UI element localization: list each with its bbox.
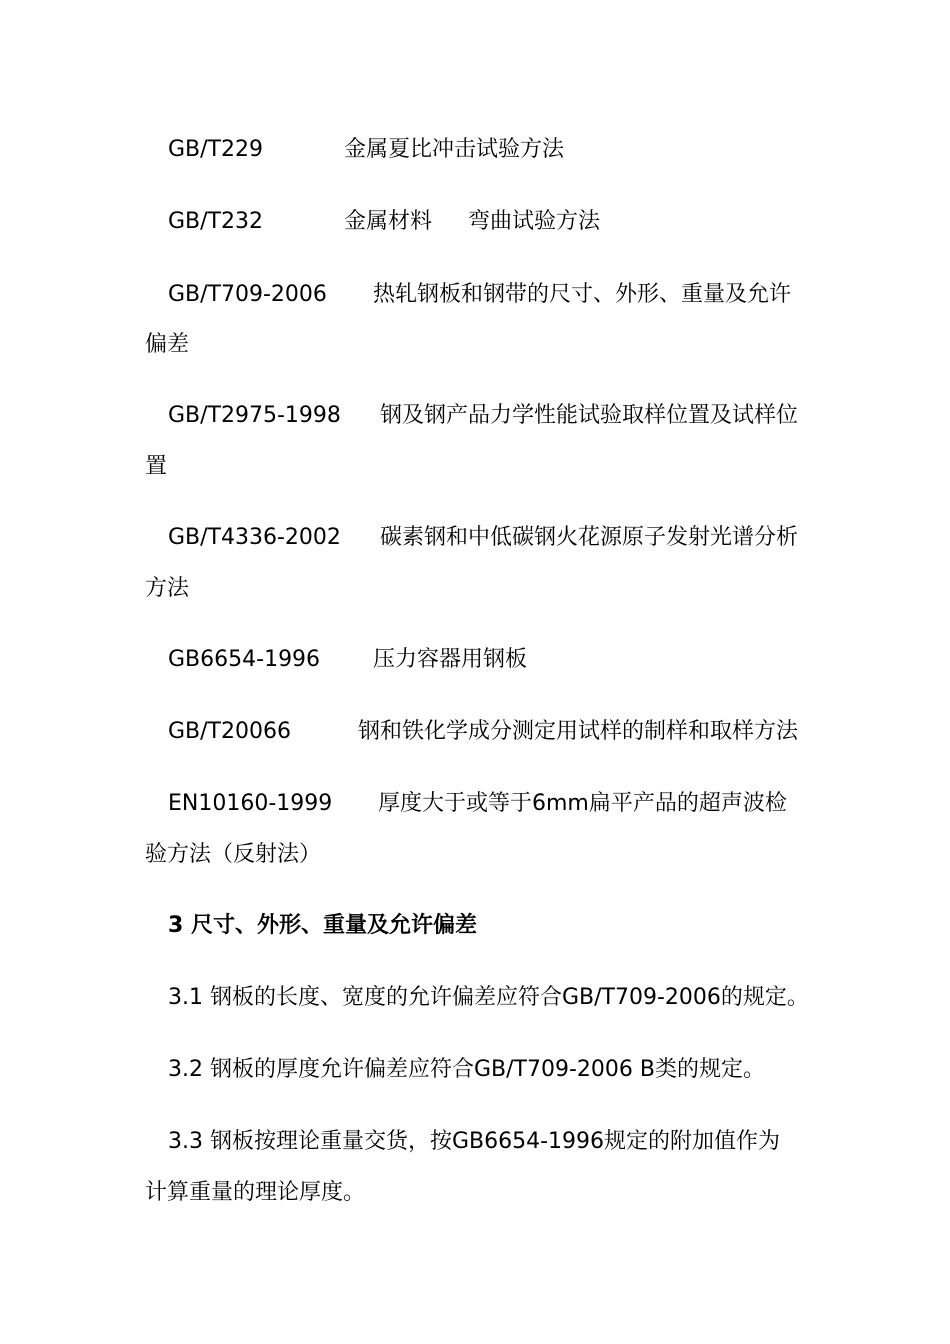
standard-row <box>168 790 787 818</box>
standard-title: 钢及钢产品力学性能试验取样位置及试样位 <box>380 403 799 428</box>
standard-code: GB/T709-2006 <box>168 282 327 307</box>
standard-code: GB/T4336-2002 <box>168 525 341 550</box>
standard-row <box>168 718 798 746</box>
standard-code: GB/T232 <box>168 209 263 234</box>
standard-row <box>168 136 564 164</box>
standard-code: GB/T229 <box>168 137 263 162</box>
clause-paragraph-continuation: 计算重量的理论厚度。 <box>145 1180 366 1205</box>
standard-code: GB6654-1996 <box>168 647 321 672</box>
standard-title-continuation: 偏差 <box>145 332 190 357</box>
standard-title-continuation: 方法 <box>145 576 190 601</box>
standard-code: GB/T20066 <box>168 719 291 744</box>
standard-row <box>168 402 798 430</box>
standard-title-part1: 金属材料 <box>344 209 433 234</box>
standard-title-continuation: 验方法（反射法） <box>145 842 322 867</box>
standard-title: 热轧钢板和钢带的尺寸、外形、重量及允许 <box>373 282 792 307</box>
clause-paragraph: 3.2 钢板的厚度允许偏差应符合GB/T709-2006 B类的规定。 <box>168 1057 765 1082</box>
standard-title: 金属夏比冲击试验方法 <box>344 137 565 162</box>
standard-title: 钢和铁化学成分测定用试样的制样和取样方法 <box>358 719 799 744</box>
standard-title: 厚度大于或等于6mm扁平产品的超声波检 <box>378 791 787 816</box>
standard-row <box>168 281 791 309</box>
standard-title-continuation: 置 <box>145 454 168 479</box>
section-heading: 3 尺寸、外形、重量及允许偏差 <box>168 913 477 938</box>
clause-paragraph: 3.3 钢板按理论重量交货，按GB6654-1996规定的附加值作为 <box>168 1129 781 1154</box>
standard-code: EN10160-1999 <box>168 791 333 816</box>
clause-paragraph: 3.1 钢板的长度、宽度的允许偏差应符合GB/T709-2006的规定。 <box>168 985 809 1010</box>
standard-row <box>168 646 527 674</box>
standard-code: GB/T2975-1998 <box>168 403 341 428</box>
standard-title: 压力容器用钢板 <box>373 647 528 672</box>
standard-title: 碳素钢和中低碳钢火花源原子发射光谱分析 <box>380 525 799 550</box>
standard-title-part2: 弯曲试验方法 <box>468 209 601 234</box>
standard-row <box>168 208 600 236</box>
standard-row <box>168 524 798 552</box>
